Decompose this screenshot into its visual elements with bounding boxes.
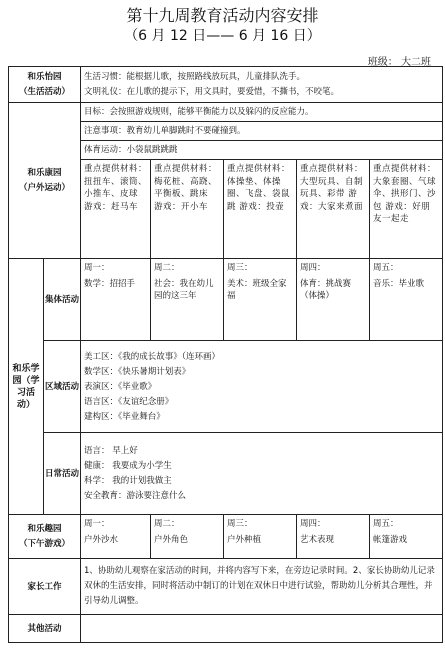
zone-activity-label: 区域活动 [44,341,81,433]
material-cell: 重点提供材料：大型玩具、自制玩具、彩带 游戏：大家来煮面 [297,160,370,258]
outdoor-goal: 目标：会按照游戏规则，能够平衡能力以及躲闪的反应能力。 [84,107,314,117]
parent-work-content: 1、协助幼儿观察在家活动的时间，并将内容写下来，在旁边记录时间。2、家长协助幼儿记录双休的生活安排，同时将活动中制订的计划在双休日中进行试验，帮助幼儿分析其合理性，并引导幼儿调整。 [81,559,443,615]
group-day-cell: 周五： 音乐：毕业歌 [370,259,443,341]
fun-day-cell: 周二： 户外角色 [151,515,224,559]
page-title: 第十九周教育活动内容安排 [126,6,319,25]
fun-day-cell: 周一： 户外沙水 [81,515,151,559]
parent-work-row [9,559,443,615]
material-cell: 重点提供材料：大象套圈、气球伞、拱形门、沙包 游戏：好朋友一起走 [373,164,437,224]
daily-activity-content [81,433,443,515]
group-day-cell: 周四： 体育：挑战赛（体操） [297,259,370,341]
daily-line: 语言： 早上好 [84,446,138,456]
daily-line: 健康： 我要成为小学生 [84,461,172,471]
other-activity-content [81,615,443,643]
zone-activity-content [81,341,443,433]
group-day-cell: 周二： 社会：我在幼儿园的这三年 [151,259,224,341]
zone-line: 表演区：《毕业歌》 [84,381,157,392]
life-label: 和乐怡园 （生活活动） [9,67,81,103]
group-day-cell: 周一： 数学：招招手 [81,259,151,341]
fun-day-cell: 周四： 艺术表现 [297,515,370,559]
group-day-cell: 周三： 美术：班级全家福 [224,259,297,341]
zone-line: 建构区：《毕业舞台》 [84,411,165,422]
afternoon-game-row [9,515,443,559]
outdoor-caution: 注意事项：教育幼儿单脚跳时不要碰撞到。 [81,121,442,140]
material-cell: 重点提供材料：梅花桩、高跷、平衡板、跳床 游戏：开小车 [151,160,224,258]
outdoor-row [9,103,443,259]
zone-activity-row [9,341,443,433]
parent-work-label: 家长工作 [9,559,81,615]
daily-activity-row [9,433,443,515]
daily-activity-label: 日常活动 [44,433,81,515]
daily-line: 科学： 我的计划我做主 [84,476,172,486]
class-label: 班级： 大二班 [367,57,431,68]
material-cell: 重点提供材料：扭扭车、滚筒、小推车、皮球 游戏：赶马车 [81,160,151,258]
daily-line: 安全教育：游泳要注意什么 [84,491,187,501]
outdoor-materials [81,159,442,258]
life-manners-line: 文明礼仪：在儿歌的提示下，用文具时，要爱惜，不撕书，不咬笔。 [84,87,340,97]
fun-day-cell: 周五： 帐篷游戏 [370,515,443,559]
group-activity-row [9,259,443,341]
fun-day-cell: 周三： 户外种植 [224,515,297,559]
other-activity-label: 其他活动 [9,615,81,643]
fun-label: 和乐趣园 （下午游戏） [9,515,81,559]
group-activity-label: 集体活动 [44,259,81,341]
outdoor-label: 和乐康园 （户外运动） [9,103,81,259]
life-content [81,67,443,103]
other-activity-row [9,615,443,643]
date-range: （6 月 12 日—— 6 月 16 日） [124,28,321,44]
zone-line: 美工区：《我的成长故事》（连环画） [84,351,221,362]
zone-line: 语言区：《友谊纪念册》 [84,396,174,407]
learning-label: 和乐学园（学习活动） [9,259,44,515]
zone-line: 数学区：《快乐暑期计划表》 [84,366,191,377]
life-habit-line: 生活习惯：能根据儿歌，按照路线放玩具，儿童排队洗手。 [84,72,306,82]
schedule-table [8,66,443,643]
material-cell: 重点提供材料：体操垫、体操圈、飞盘、袋鼠跳 游戏：投壶 [224,160,297,258]
outdoor-content [81,103,443,259]
life-row [9,67,443,103]
outdoor-sport: 体育运动：小袋鼠跳跳跳 [81,140,442,159]
